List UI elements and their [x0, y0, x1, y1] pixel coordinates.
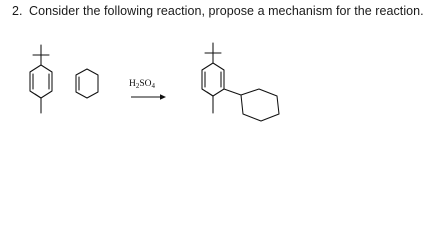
reagent-so: SO: [139, 79, 152, 89]
product-cyclohexyl-tert-butyltoluene: [202, 43, 279, 121]
reactant-tert-butyltoluene: [30, 45, 52, 113]
reactant-cyclohexene: [76, 69, 98, 98]
reaction-arrow: [131, 94, 166, 100]
question-prompt: Consider the following reaction, propose a mechanism for the reaction.: [29, 4, 424, 18]
question-number: 2.: [12, 4, 23, 18]
reagent-label: [129, 79, 155, 89]
reagent-sub-4: 4: [151, 82, 156, 90]
reagent-h: H: [129, 79, 136, 89]
reagent-sub-2: 2: [135, 82, 140, 90]
